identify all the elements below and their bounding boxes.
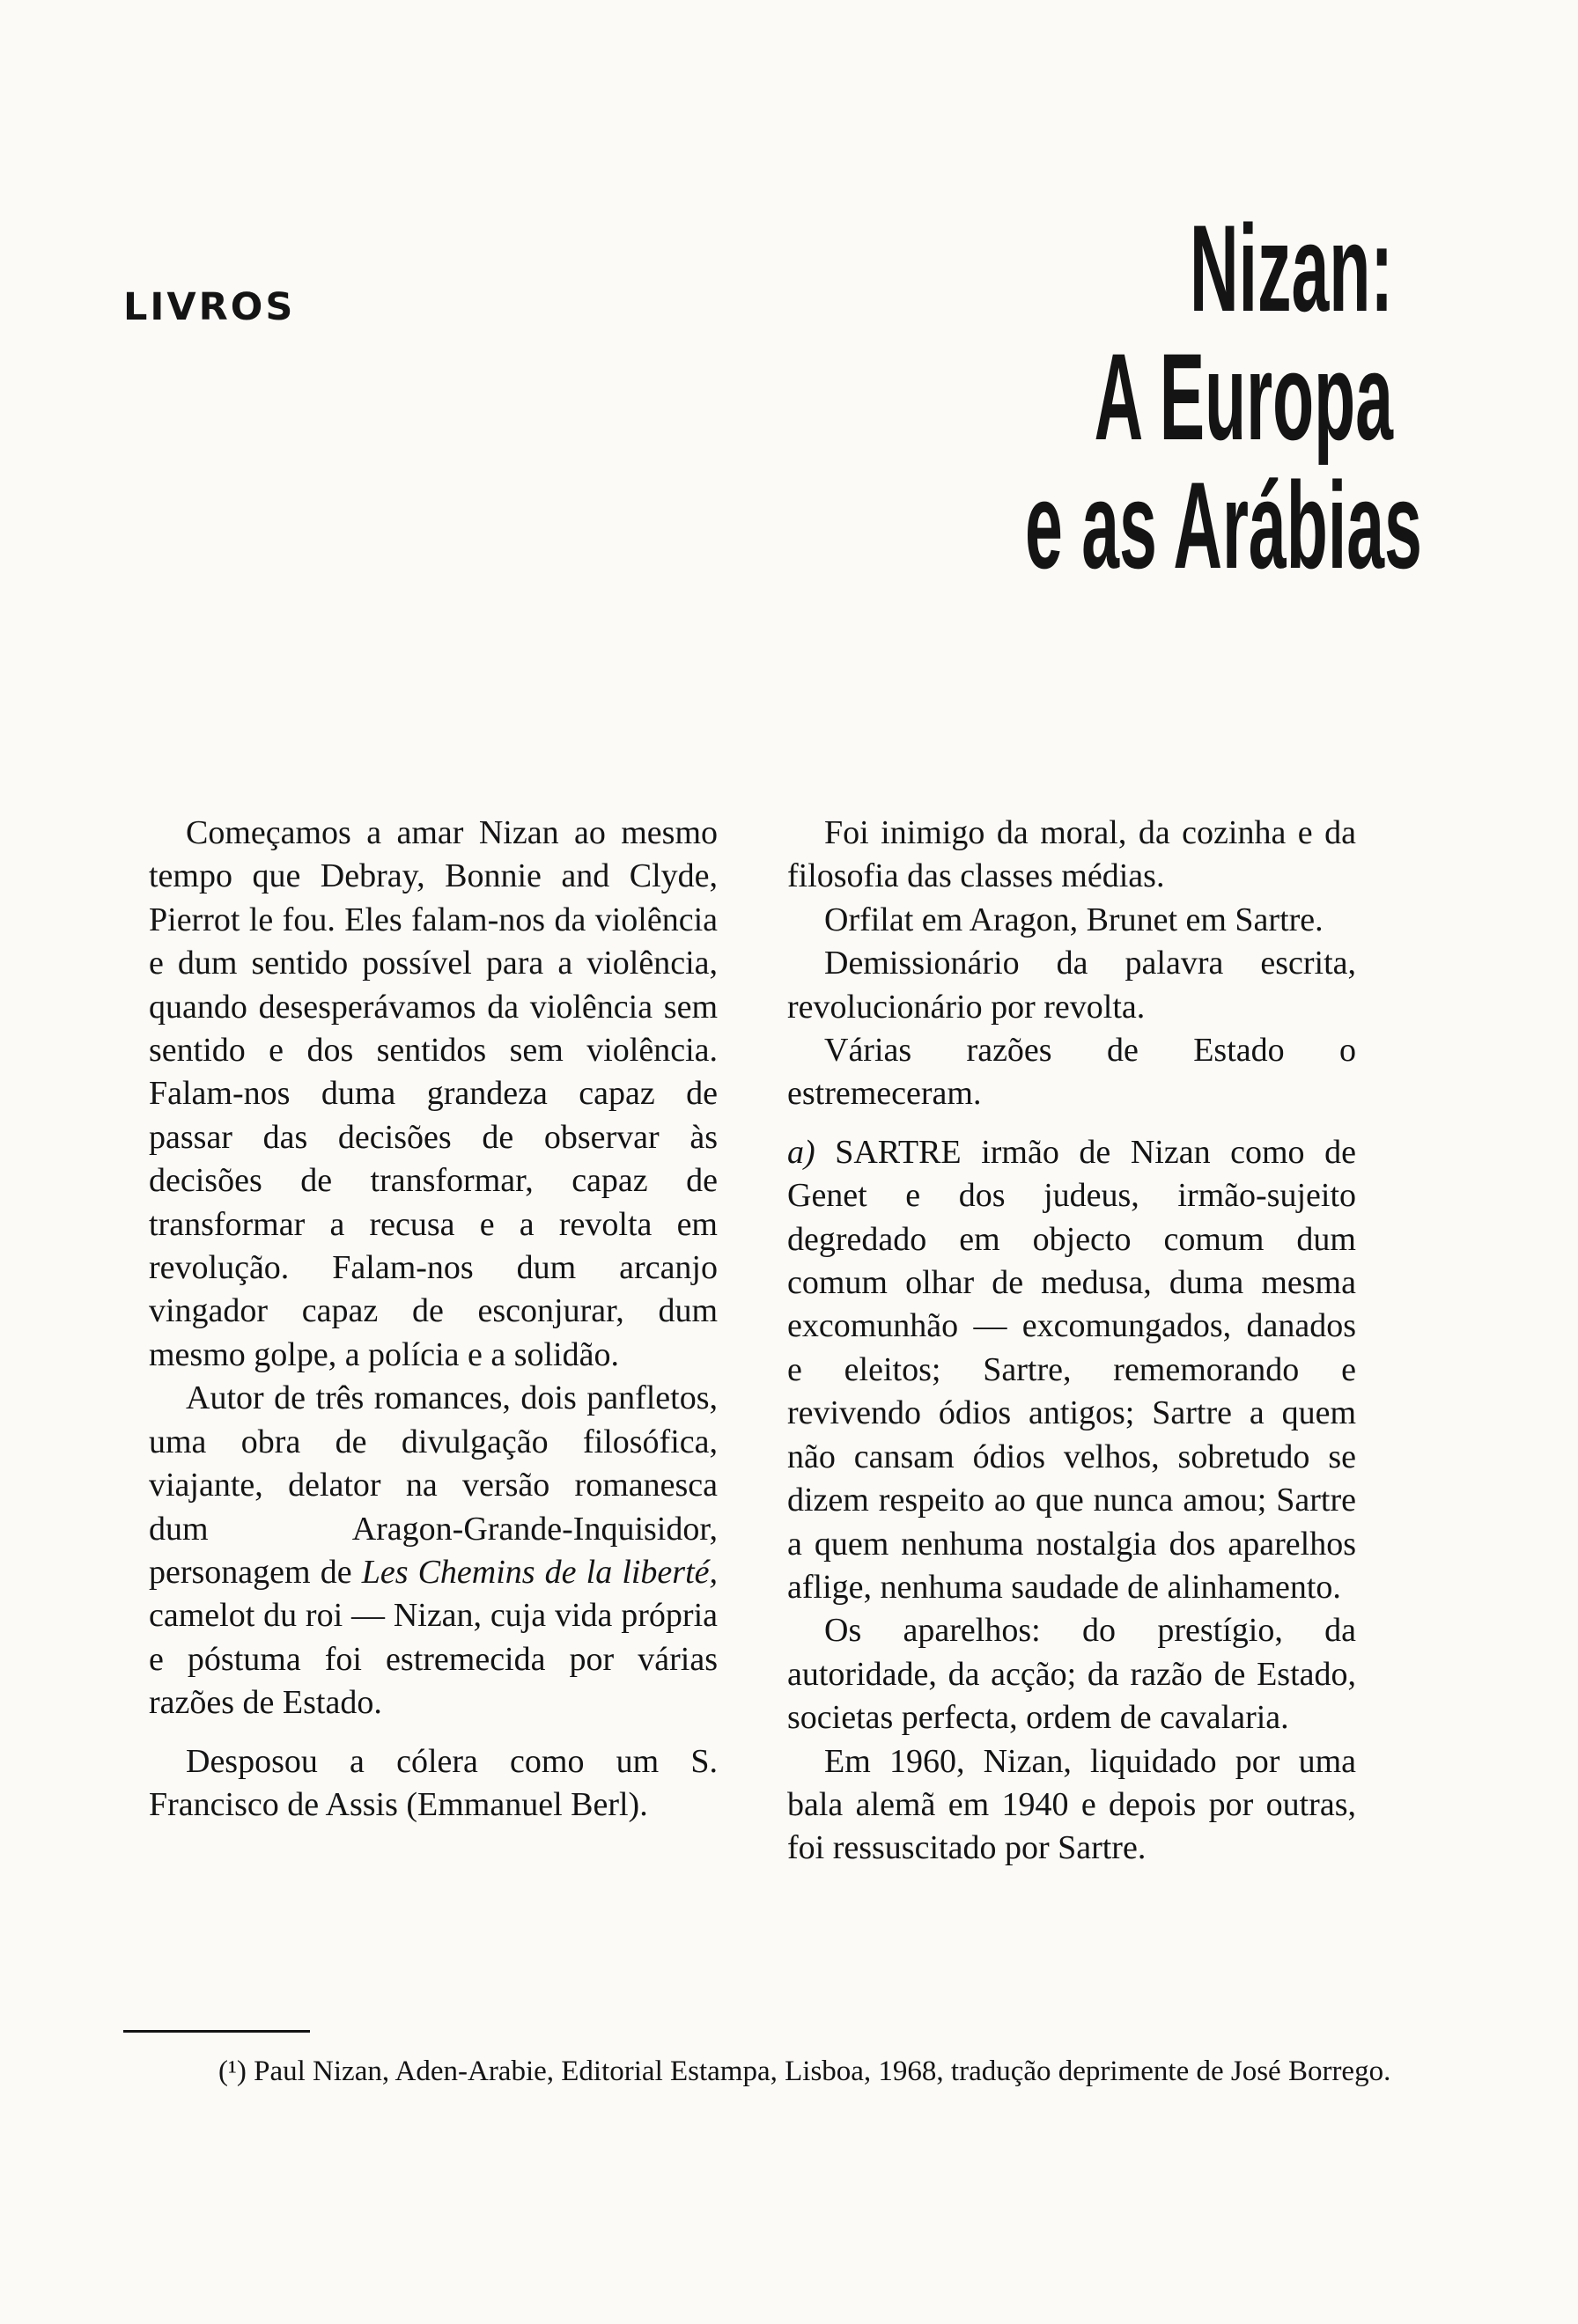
title-line-3: e as Arábias [1025,456,1422,594]
text-run: SARTRE irmão de Nizan como de Genet e dos judeus, irmão-sujeito degredado em objecto comum dum comum olhar de medusa, duma mesma excomunhão — excomungados, danados e eleitos; Sartre, rememorando e revivendo ódios antigos; Sartre a quem não cansam ódios velhos, sobretudo se dizem respeito ao que nunca amou; Sartre a quem nenhuma nostalgia dos aparelhos aflige, nenhuma saudade de alinhamento. [787,1133,1356,1606]
paragraph [149,1377,718,1725]
paragraph: Várias razões de Estado o estremeceram. [787,1032,1356,1113]
footnote [123,2053,1391,2091]
article-title [1025,199,1422,594]
title-line-2: A Europa [1094,327,1393,466]
text-run: camelot du roi — Nizan, cuja vida própria e póstuma foi estremecida por várias razões de Estado. [149,1597,718,1722]
paragraph: Em 1960, Nizan, liquidado por uma bala alemã em 1940 e depois por outras, foi ressuscitado por Sartre. [787,1742,1356,1867]
paragraph: Desposou a cólera como um S. Francisco de Assis (Emmanuel Berl). [149,1742,718,1823]
book-title-italic: Les Chemins de la liberté, [361,1553,719,1591]
paragraph: Começamos a amar Nizan ao mesmo tempo que Debray, Bonnie and Clyde, Pierrot le fou. Eles falam-nos da violência e dum sentido possível para a violência, quando desesperávamos da violência sem sentido e dos sentidos sem violência. Falam-nos duma grandeza capaz de passar das decisões de observar às decisões de transformar, capaz de transformar a recusa e a revolta em revolução. Falam-nos dum arcanjo vingador capaz de esconjurar, dum mesmo golpe, a polícia e a solidão. [149,814,718,1373]
list-marker: a) [787,1133,815,1171]
paragraph [787,1131,1356,1609]
left-column [149,812,718,1827]
footnote-rule [123,2030,310,2033]
footnote-text: Paul Nizan, Aden-Arabie, Editorial Estampa, Lisboa, 1968, tradução deprimente de José Borrego. [246,2056,1391,2087]
section-label: LIVROS [123,285,296,329]
text-run: Autor de três romances, dois panfletos, uma obra de divulgação filosófica, viajante, delator na versão romanesca dum Aragon-Grande-Inquisidor, personagem de [149,1379,718,1591]
footnote-marker: (¹) [218,2056,247,2087]
paragraph: Foi inimigo da moral, da cozinha e da filosofia das classes médias. [787,814,1356,895]
title-line-1: Nizan: [1190,199,1393,337]
paragraph: Orfilat em Aragon, Brunet em Sartre. [824,901,1324,938]
paragraph: Demissionário da palavra escrita, revolucionário por revolta. [787,945,1356,1026]
right-column [787,812,1356,1871]
paragraph: Os aparelhos: do prestígio, da autoridade, da acção; da razão de Estado, societas perfecta, ordem de cavalaria. [787,1612,1356,1737]
